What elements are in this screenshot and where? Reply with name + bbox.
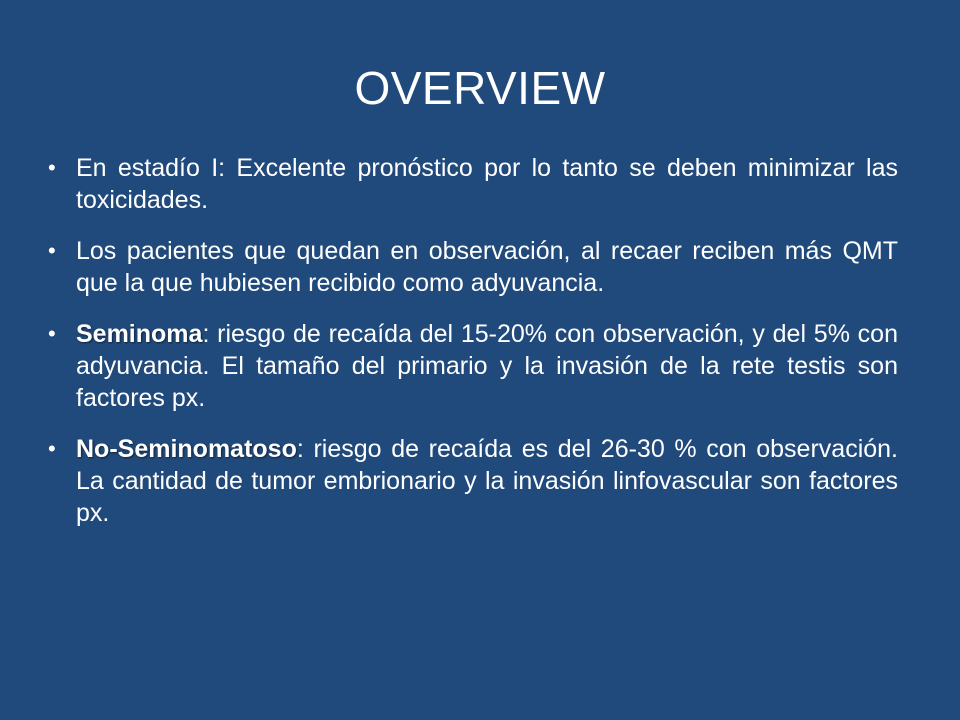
bullet-item-seminoma	[48, 318, 898, 414]
bullet-text: Los pacientes que quedan en observación, al recaer reciben más QMT que la que hubiesen recibido como adyuvancia.	[76, 237, 898, 297]
bullet-icon: •	[48, 321, 56, 346]
bullet-item-observation	[48, 235, 898, 299]
bullet-text: : riesgo de recaída es del 26-30 % con observación. La cantidad de tumor embrionario y la invasión linfovascular son factores px.	[76, 435, 898, 527]
bullet-heading-seminoma: Seminoma	[76, 320, 203, 348]
bullet-text: En estadío I: Excelente pronóstico por lo tanto se deben minimizar las toxicidades.	[76, 154, 898, 214]
bullet-item-stage-one	[48, 152, 898, 216]
bullet-icon: •	[48, 238, 56, 263]
bullet-list	[48, 152, 898, 548]
bullet-icon: •	[48, 155, 56, 180]
bullet-heading-no-seminomatoso: No-Seminomatoso	[76, 435, 297, 463]
slide-title: OVERVIEW	[354, 62, 606, 114]
bullet-icon: •	[48, 436, 56, 461]
bullet-item-no-seminomatoso	[48, 433, 898, 529]
bullet-text: : riesgo de recaída del 15-20% con observación, y del 5% con adyuvancia. El tamaño del primario y la invasión de la rete testis son factores px.	[76, 320, 898, 412]
